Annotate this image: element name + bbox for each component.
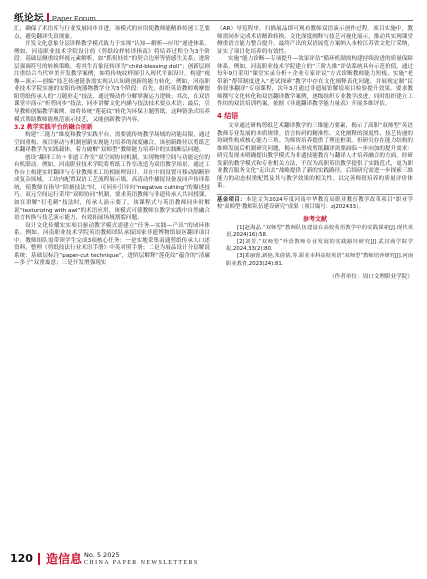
reference-item: [2]刘芳.“双师型”外语教师专业发展的实践路径研究[J].武汉商学院学报,2024,33(2):80. — [226, 239, 413, 253]
left-column — [14, 26, 210, 268]
reference-item: [3]邓丽蓉,新艳,朱倩倩,等.职业本科高校英语“双师型”教师培养研究[J].河南职业教育,2023(24):81. — [226, 253, 413, 267]
body-paragraph: 设计文化传播实实项目驱动教学模式需建立“任务—实践—产出”的闭环体系。例如，河南职业技术学院英语教师团队承接国家非遗博物馆展区翻译项目中，教师组队需带领学生完成3项核心任务：一是实地采集南通剪纸传承人口述资料，整理《剪纸技法行业术语手册》中英对照手册；二是为展品设计分层解说系统：基础层标注“paper-cut technique”，进阶层解释“莲花纹”蕴含的“清廉—多子”双重寓意；三是开发增强现实 — [14, 222, 210, 267]
section-subtitle: Paper Forum — [52, 14, 96, 23]
fund-note — [217, 194, 413, 212]
reference-item: [1]赵海晶.“双师型”教师队伍建设在高校英语教学中的实践探索[J].现代英语,2024(16):58. — [226, 225, 413, 239]
author-affiliation: （作者单位：周口文理职业学院） — [329, 273, 413, 280]
issue-number: No. 5 2025 — [84, 551, 120, 559]
body-paragraph: （AR）导览程序，扫描展品即可观看教师双语演示创作过程。项目实施中，教师需同步完成术语精准转换、文化深度阐释与技艺可视化展示，推动其实现课堂侧重语言能力整合提升。最终产出的双语展览方案纳入本校江苏省文化厅采纳，证实了项目化培养的有效性。 — [217, 26, 413, 55]
body-paragraph: 构建“三能力”维度和教学实践平台，需要就传统教学场域的功能局限，通过空间重构、项目驱动与机制创新实现能力培养的深度融合。该创新路径以剪纸艺术翻译教学为实践载体，着力破解“双师型”教师能力培养中的实践断层问题。 — [14, 132, 210, 154]
fund-text: 本论文为2024年度河南中华教育局职业教育教学改革项目“职业学校‘双师型’教师队伍建设研究”成果（项目编号：zj202433）。 — [217, 196, 413, 211]
fund-label: 基金项目： — [217, 196, 246, 203]
body-paragraph: 创设“翻译工坊＋非遗工作室”双空间协同机制，实现物理空间与功能定位的有机联动。例如，河南职业技术学院将剪纸工作室改造为双语教学场景，通过工作台上构建实时翻译与专业教师术工坊相嵌理设计，并在中间设置可移动隔断形成复杂场域。工坊内配置双语工艺流程展示墙，高清动作捕捉设备及同声传译系统，使教师在指导“阴刻技法”时，可同步引导向“negative cutting”的描述技巧。双元空间运行采用“双师协同”机制，要求英语教师与非遗传承人共同授课，如在讲解“打毛刺”技法时，传承人演示要了。该课程式与英语教师同步时解说“texturizing with awl”的术语应用，该模式可使教师在教学实践中自然融合语言转换与技艺演示能力，有效拓展场域割裂问题。 — [14, 154, 210, 222]
page-footer — [10, 548, 417, 574]
references-title: 参考文献 — [302, 216, 327, 224]
journal-name: CHINA PAPER NEWSLETTERS — [84, 560, 199, 566]
section-title: 纸论坛 — [14, 13, 45, 24]
header-rule — [14, 20, 413, 21]
journal-logo: 造信息 — [46, 552, 83, 566]
body-paragraph: 开发文化意象分层诊释教学模式致力于实现“认知—解析—应用”递进体系。例如，河南职业技术学院设计的《剪纸纹样转译指南》将培养过程分为3个阶段：基础层侧重纹样视元素解析，如“抓髻娃娃”的契合边形等情感生关系；进阶层强调符号的转换策略，将其生育象征转译为“child-blessing doll”；创新层则注重结合当代审美开发教学案例，如将传统纹样图引入现代平面设计。构建“视像—演示—创编”技艺传递链条需实现认认知到创新的能力转化。例如，河南职业技术学院实施的安阳传统器物教学分为3个阶段：首先，组织英语教师观摩德阳剪纸传承人的“刀随形走”技法，通过慢动作分解掌握运力逻辑；其次，在双语课堂中演示“折剪同步”技法，同步讲解文化内涵与技法技术要点术语；最后，引导教师创编教学案例，如将传统“莲花纹”转化为环保主题剪纸。这种链条式培养模式帮助教师能规范演示技艺，又能创新教学内容。 — [14, 41, 210, 123]
footer-divider — [38, 553, 40, 565]
body-paragraph: 实施“能力诊断—专项提升—效果评估”循环机制需构建持续改进的质量保障体系。例如，河南职业技术学院建立的“三阶九维”评估系统具有示范价值，通过每年9月采用“课堂实录分析＋企业专家评议”方式诊断教师能力短板，实施“老带新”帮带制度进入“老试探索”教学中存在文化阐释表化问题，并展现定制“民俗叙事翻译”专项课程，次年3月通过非遗展馆解说项目检验提升效果。要求教师撰写文化转化和双语翻译教学案例，逐级组织专业教学改进，同时组织建立工作坊的双语培训档案，依据《非遗翻译教学能力量表》开展多维评估。 — [217, 56, 413, 108]
page-header — [14, 6, 414, 24]
page-number: 120 — [10, 552, 33, 565]
right-column — [217, 26, 413, 281]
section-heading: 3.2 教学实践平台的融合创新 — [14, 124, 93, 132]
body-paragraph: 汇，确保了术语库与行业发展同步并进。该模式的应用使教师能精准传递工艺要点，避免翻译失真现象。 — [14, 26, 210, 40]
section-heading: 4 结语 — [217, 112, 239, 121]
body-paragraph: 文章通过研构剪纸艺术翻译教学的三维能力要素，揭示了高职“双师型”英语教师专业发展的本质规律。语言转码的精准性、文化阐释的深度性、技艺传递的协调性构成核心能力三角。为师资培养提供了理论框架。但研究存在能力结构的维修发展后机制研究问题，揭示未形成剪纸翻译需要面临一步向加的提升需求：研究发现未明确提出教学模式为非遗技能教育与翻译人才培养融合的方面。经研发新的教学模式和专业相关方法，不仅为高职英语教学提供了实践范式，更为职业教育服务文化“走出去”战略提供了新的实践路径。后续研究需进一步探索三维能力的动态权重配置及其与教学效果的相关性，以完善师资培养的质量评价体系。 — [217, 123, 413, 190]
